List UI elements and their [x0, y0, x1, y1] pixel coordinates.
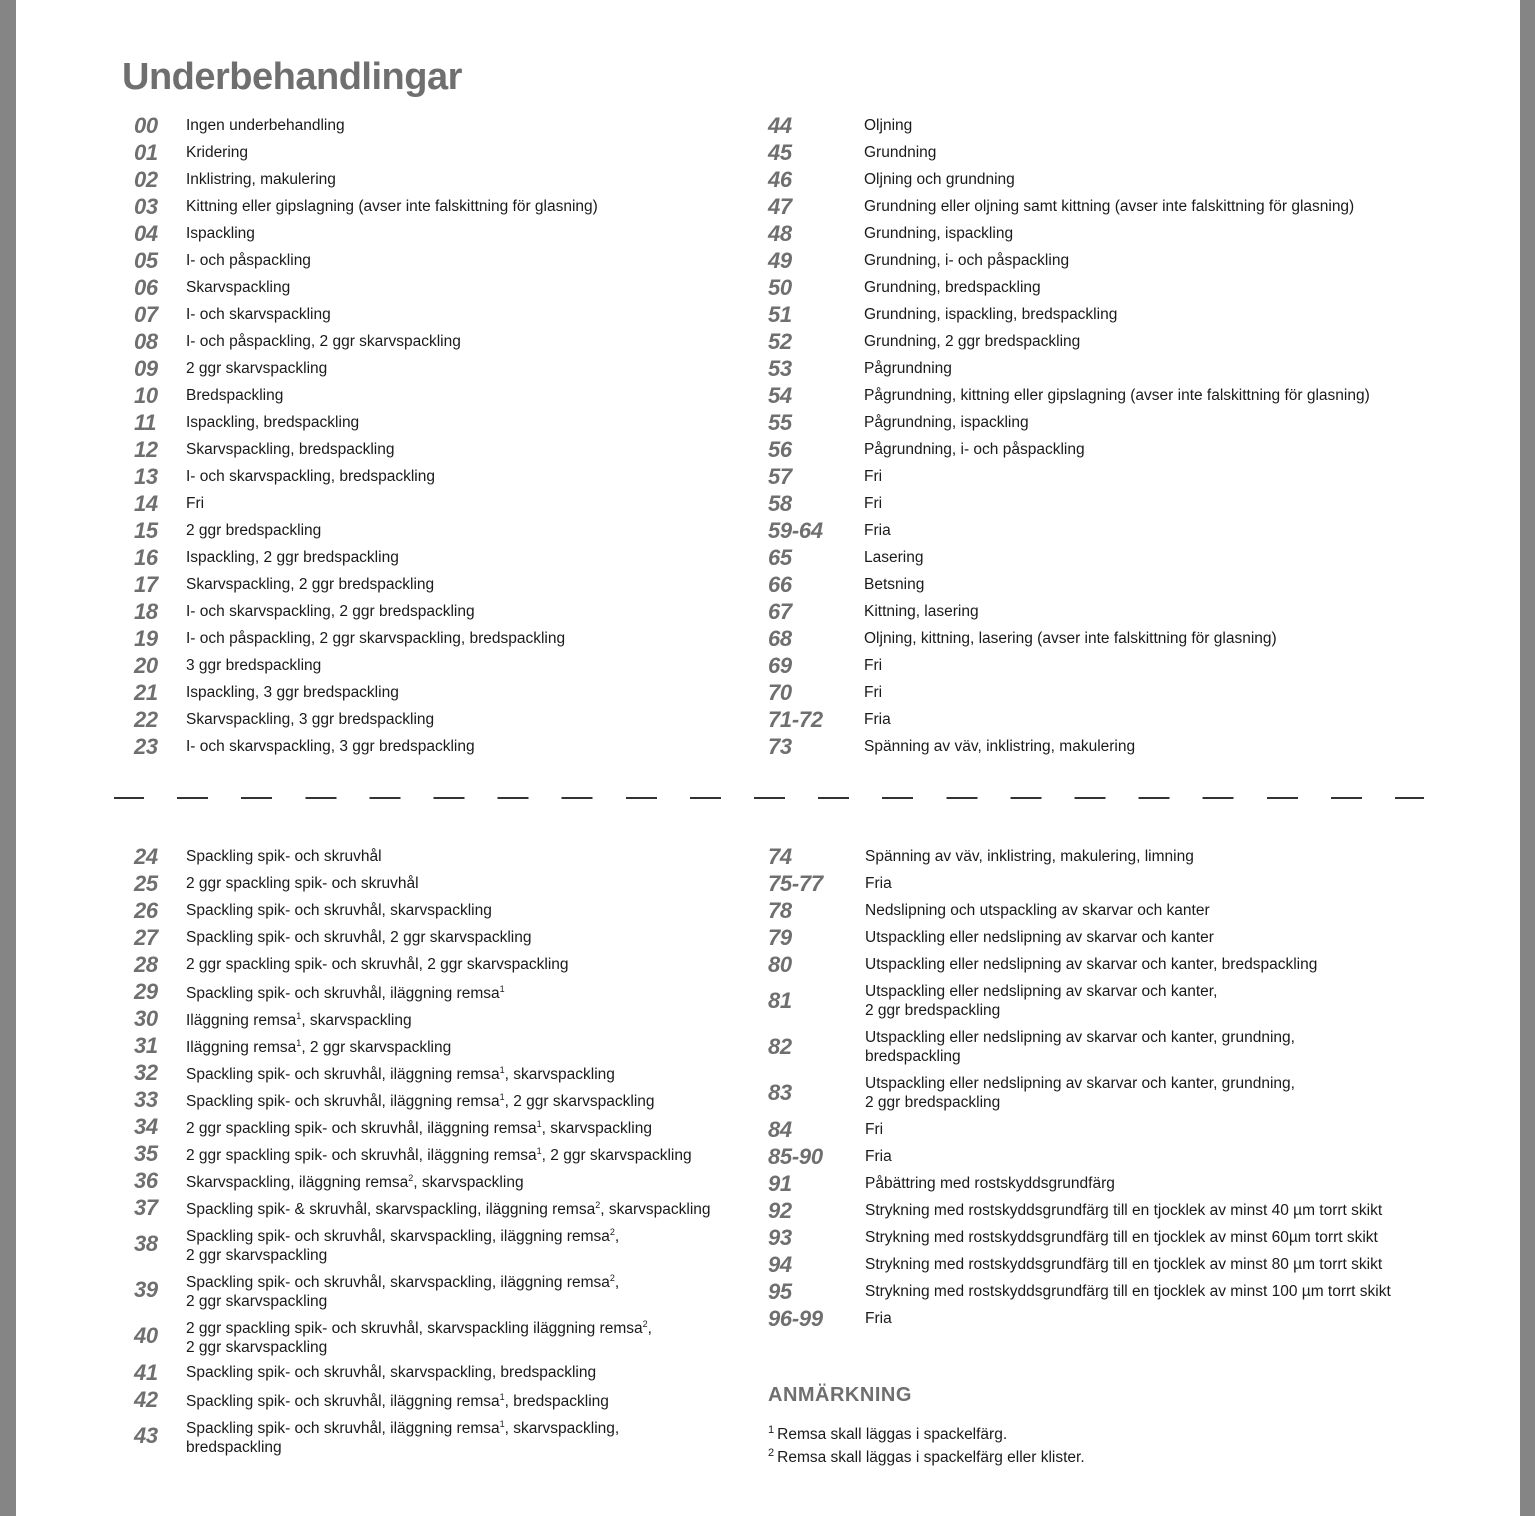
code-number: 35: [134, 1140, 158, 1166]
code-number: 48: [768, 220, 792, 246]
code-number: 34: [134, 1113, 158, 1139]
code-row: [134, 1167, 754, 1194]
code-row: [134, 139, 754, 166]
code-number: 10: [134, 382, 158, 408]
code-description: Ingen underbehandling: [186, 117, 345, 134]
code-description: Betsning: [864, 576, 925, 593]
code-description: Strykning med rostskyddsgrundfärg till en tjocklek av minst 100 µm torrt skikt: [865, 1283, 1391, 1300]
code-description: Spackling spik- och skruvhål: [186, 848, 382, 865]
code-row: [134, 166, 754, 193]
code-description: 2 ggr spackling spik- och skruvhål, 2 ggr skarvspackling: [186, 956, 569, 973]
code-description: Grundning, ispackling: [864, 225, 1014, 242]
code-description: Skarvspackling: [186, 279, 291, 296]
code-number: 43: [134, 1423, 158, 1448]
code-row: [134, 1267, 754, 1313]
code-row: [768, 843, 1468, 870]
code-row: [768, 1278, 1468, 1305]
code-number: 06: [134, 274, 158, 300]
code-row: [134, 924, 754, 951]
code-number: 37: [134, 1194, 158, 1220]
code-number: 33: [134, 1086, 158, 1112]
code-list-24-43: [134, 843, 754, 1459]
code-row: [134, 625, 754, 652]
code-row: [768, 598, 1468, 625]
code-row: [768, 1024, 1468, 1070]
note-text: Remsa skall läggas i spackelfärg.: [777, 1426, 1008, 1444]
code-number: 07: [134, 301, 158, 327]
code-row: [134, 193, 754, 220]
code-number: 65: [768, 544, 792, 570]
code-row: [134, 1194, 754, 1221]
code-description: Iläggning remsa$^1$, 2 ggr skarvspackling: [186, 1037, 452, 1057]
code-row: [134, 978, 754, 1005]
code-number: 08: [134, 328, 158, 354]
code-row: [768, 1143, 1468, 1170]
code-description: Spänning av väv, inklistring, makulering: [864, 738, 1136, 755]
code-row: [768, 139, 1468, 166]
code-description: Skarvspackling, 3 ggr bredspackling: [186, 711, 435, 728]
notes-heading: ANMÄRKNING: [768, 1384, 912, 1406]
code-number: 01: [134, 139, 158, 165]
code-description: Pågrundning: [864, 360, 952, 377]
code-description: 2 ggr spackling spik- och skruvhål, skarvspackling iläggning remsa$^2$, 2 ggr skarvspackling: [186, 1318, 652, 1357]
code-number: 32: [134, 1059, 158, 1085]
code-description: Spänning av väv, inklistring, makulering, limning: [865, 848, 1194, 865]
code-description: Grundning, ispackling, bredspackling: [864, 306, 1118, 323]
code-number: 39: [134, 1277, 158, 1302]
code-description: Nedslipning och utspackling av skarvar och kanter: [865, 902, 1210, 919]
code-number: 68: [768, 625, 792, 651]
code-number: 73: [768, 733, 792, 759]
code-description: Utspackling eller nedslipning av skarvar och kanter, 2 ggr bredspackling: [865, 983, 1218, 1019]
code-description: I- och skarvspackling, bredspackling: [186, 468, 435, 485]
document-page: [16, 0, 1520, 1516]
code-row: [134, 328, 754, 355]
code-number: 47: [768, 193, 792, 219]
code-row: [768, 1197, 1468, 1224]
code-description: Spackling spik- och skruvhål, 2 ggr skarvspackling: [186, 929, 532, 946]
code-number: 96-99: [768, 1305, 823, 1331]
code-row: [768, 870, 1468, 897]
code-number: 20: [134, 652, 158, 678]
code-row: [134, 517, 754, 544]
code-description: Grundning, 2 ggr bredspackling: [864, 333, 1081, 350]
code-description: Iläggning remsa$^1$, skarvspackling: [186, 1010, 412, 1030]
code-number: 74: [768, 843, 792, 869]
code-row: [768, 1305, 1468, 1332]
code-number: 27: [134, 924, 158, 950]
code-number: 14: [134, 490, 158, 516]
code-number: 11: [134, 409, 157, 435]
code-number: 28: [134, 951, 158, 977]
code-description: Spackling spik- och skruvhål, skarvspackling, iläggning remsa$^2$, 2 ggr skarvspackling: [186, 1272, 620, 1311]
code-description: Fria: [864, 711, 891, 728]
code-number: 23: [134, 733, 158, 759]
code-number: 75-77: [768, 870, 823, 896]
code-row: [134, 652, 754, 679]
code-row: [134, 1313, 754, 1359]
page-title: Underbehandlingar: [122, 56, 462, 98]
code-description: Inklistring, makulering: [186, 171, 336, 188]
code-row: [768, 463, 1468, 490]
code-row: [768, 112, 1468, 139]
code-description: Kridering: [186, 144, 249, 161]
code-number: 69: [768, 652, 792, 678]
code-description: Spackling spik- och skruvhål, skarvspackling, iläggning remsa$^2$, 2 ggr skarvspackling: [186, 1226, 620, 1265]
code-number: 46: [768, 166, 792, 192]
note-item: [768, 1444, 1468, 1467]
code-row: [768, 652, 1468, 679]
code-number: 36: [134, 1167, 158, 1193]
code-row: [134, 951, 754, 978]
code-number: 12: [134, 436, 158, 462]
code-row: [768, 328, 1468, 355]
code-description: 2 ggr spackling spik- och skruvhål, iläggning remsa$^1$, skarvspackling: [186, 1118, 652, 1138]
code-description: 2 ggr skarvspackling: [186, 360, 328, 377]
code-row: [134, 706, 754, 733]
code-row: [134, 247, 754, 274]
code-row: [768, 978, 1468, 1024]
code-number: 15: [134, 517, 158, 543]
code-number: 49: [768, 247, 792, 273]
code-row: [768, 951, 1468, 978]
code-row: [768, 897, 1468, 924]
code-number: 58: [768, 490, 792, 516]
notes-section: [768, 1384, 1468, 1467]
code-number: 81: [768, 988, 792, 1013]
code-row: [134, 1086, 754, 1113]
code-description: Skarvspackling, 2 ggr bredspackling: [186, 576, 435, 593]
code-row: [768, 490, 1468, 517]
code-number: 70: [768, 679, 792, 705]
code-list-44-73: [768, 112, 1468, 760]
code-description: I- och påspackling: [186, 252, 311, 269]
code-row: [134, 409, 754, 436]
code-description: I- och skarvspackling: [186, 306, 331, 323]
code-number: 40: [134, 1323, 158, 1348]
code-number: 80: [768, 951, 792, 977]
code-description: 2 ggr bredspackling: [186, 522, 322, 539]
code-description: Utspackling eller nedslipning av skarvar och kanter: [865, 929, 1214, 946]
code-number: 24: [134, 843, 158, 869]
code-description: Pågrundning, kittning eller gipslagning (avser inte falskittning för glasning): [864, 387, 1370, 404]
code-description: Fria: [865, 1148, 892, 1165]
code-number: 56: [768, 436, 792, 462]
code-row: [768, 436, 1468, 463]
note-item: [768, 1421, 1468, 1444]
code-number: 26: [134, 897, 158, 923]
code-description: Fria: [865, 1310, 892, 1327]
code-description: Lasering: [864, 549, 924, 566]
code-row: [134, 301, 754, 328]
code-number: 54: [768, 382, 792, 408]
code-row: [768, 355, 1468, 382]
code-row: [768, 706, 1468, 733]
code-description: Grundning eller oljning samt kittning (avser inte falskittning för glasning): [864, 198, 1355, 215]
code-row: [768, 625, 1468, 652]
code-number: 09: [134, 355, 158, 381]
code-number: 66: [768, 571, 792, 597]
code-row: [134, 112, 754, 139]
code-description: Kittning, lasering: [864, 603, 979, 620]
code-number: 51: [768, 301, 792, 327]
code-description: Grundning, bredspackling: [864, 279, 1041, 296]
code-description: 2 ggr spackling spik- och skruvhål, iläggning remsa$^1$, 2 ggr skarvspackling: [186, 1145, 692, 1165]
code-row: [134, 274, 754, 301]
code-number: 95: [768, 1278, 792, 1304]
code-number: 13: [134, 463, 158, 489]
code-row: [134, 1032, 754, 1059]
code-number: 25: [134, 870, 158, 896]
code-row: [768, 1116, 1468, 1143]
code-row: [134, 1059, 754, 1086]
code-description: Strykning med rostskyddsgrundfärg till en tjocklek av minst 60µm torrt skikt: [865, 1229, 1378, 1246]
code-description: Spackling spik- och skruvhål, iläggning remsa$^1$: [186, 983, 505, 1003]
code-number: 05: [134, 247, 158, 273]
code-description: I- och skarvspackling, 2 ggr bredspackling: [186, 603, 475, 620]
code-number: 79: [768, 924, 792, 950]
code-number: 17: [134, 571, 158, 597]
code-number: 82: [768, 1034, 792, 1059]
code-description: Fri: [865, 1121, 884, 1138]
code-description: Ispackling, 3 ggr bredspackling: [186, 684, 399, 701]
code-row: [768, 1251, 1468, 1278]
code-row: [768, 382, 1468, 409]
code-row: [768, 1070, 1468, 1116]
code-row: [768, 1224, 1468, 1251]
code-row: [768, 193, 1468, 220]
code-number: 57: [768, 463, 792, 489]
code-row: [134, 870, 754, 897]
code-row: [768, 544, 1468, 571]
code-number: 50: [768, 274, 792, 300]
code-description: Utspackling eller nedslipning av skarvar och kanter, grundning, 2 ggr bredspackling: [865, 1075, 1295, 1111]
code-description: Spackling spik- och skruvhål, iläggning remsa$^1$, bredspackling: [186, 1391, 609, 1411]
code-description: Strykning med rostskyddsgrundfärg till en tjocklek av minst 40 µm torrt skikt: [865, 1202, 1383, 1219]
code-row: [134, 571, 754, 598]
code-description: Ispackling: [186, 225, 255, 242]
code-number: 22: [134, 706, 158, 732]
code-number: 55: [768, 409, 792, 435]
code-description: Fri: [864, 495, 883, 512]
code-description: Strykning med rostskyddsgrundfärg till en tjocklek av minst 80 µm torrt skikt: [865, 1256, 1383, 1273]
code-number: 38: [134, 1231, 158, 1256]
code-number: 41: [134, 1359, 158, 1385]
code-row: [134, 598, 754, 625]
code-description: Fri: [864, 684, 883, 701]
code-row: [768, 409, 1468, 436]
dashed-divider: [114, 797, 1424, 799]
code-description: Skarvspackling, iläggning remsa$^2$, skarvspackling: [186, 1172, 524, 1192]
code-row: [768, 301, 1468, 328]
code-number: 21: [134, 679, 158, 705]
code-description: Ispackling, 2 ggr bredspackling: [186, 549, 399, 566]
code-description: Oljning, kittning, lasering (avser inte falskittning för glasning): [864, 630, 1277, 647]
code-description: Spackling spik- och skruvhål, skarvspackling: [186, 902, 492, 919]
code-number: 59-64: [768, 517, 823, 543]
note-text: Remsa skall läggas i spackelfärg eller klister.: [777, 1449, 1085, 1467]
code-description: Kittning eller gipslagning (avser inte falskittning för glasning): [186, 198, 598, 215]
code-description: I- och påspackling, 2 ggr skarvspackling: [186, 333, 461, 350]
code-number: 53: [768, 355, 792, 381]
code-description: Pågrundning, ispackling: [864, 414, 1029, 431]
code-number: 42: [134, 1386, 158, 1412]
code-row: [768, 517, 1468, 544]
code-row: [134, 733, 754, 760]
code-number: 16: [134, 544, 158, 570]
code-number: 94: [768, 1251, 792, 1277]
code-number: 45: [768, 139, 792, 165]
code-number: 91: [768, 1170, 792, 1196]
code-row: [134, 1005, 754, 1032]
code-description: Fria: [864, 522, 891, 539]
code-number: 52: [768, 328, 792, 354]
code-row: [134, 897, 754, 924]
code-row: [768, 924, 1468, 951]
code-row: [768, 679, 1468, 706]
code-row: [768, 571, 1468, 598]
code-number: 93: [768, 1224, 792, 1250]
code-number: 71-72: [768, 706, 823, 732]
code-row: [768, 733, 1468, 760]
code-description: Påbättring med rostskyddsgrundfärg: [865, 1175, 1115, 1192]
code-number: 30: [134, 1005, 158, 1031]
code-description: Spackling spik- & skruvhål, skarvspackling, iläggning remsa$^2$, skarvspackling: [186, 1199, 711, 1219]
code-number: 78: [768, 897, 792, 923]
code-description: Fri: [864, 657, 883, 674]
code-row: [768, 1170, 1468, 1197]
code-description: Pågrundning, i- och påspackling: [864, 441, 1085, 458]
code-description: Spackling spik- och skruvhål, iläggning remsa$^1$, skarvspackling, bredspackling: [186, 1418, 620, 1457]
code-row: [134, 355, 754, 382]
code-row: [768, 247, 1468, 274]
code-row: [134, 382, 754, 409]
code-row: [134, 220, 754, 247]
code-row: [134, 436, 754, 463]
code-row: [134, 843, 754, 870]
code-description: Oljning: [864, 117, 913, 134]
code-number: 04: [134, 220, 158, 246]
code-number: 85-90: [768, 1143, 823, 1169]
code-number: 19: [134, 625, 158, 651]
code-description: Spackling spik- och skruvhål, skarvspackling, bredspackling: [186, 1364, 597, 1381]
code-number: 29: [134, 978, 158, 1004]
code-number: 84: [768, 1116, 792, 1142]
code-number: 92: [768, 1197, 792, 1223]
code-row: [134, 1359, 754, 1386]
note-marker: 2: [768, 1447, 775, 1460]
code-description: Ispackling, bredspackling: [186, 414, 360, 431]
code-description: I- och påspackling, 2 ggr skarvspackling, bredspackling: [186, 630, 566, 647]
note-marker: 1: [768, 1424, 775, 1436]
code-number: 44: [768, 112, 792, 138]
code-description: Spackling spik- och skruvhål, iläggning remsa$^1$, 2 ggr skarvspackling: [186, 1091, 655, 1111]
code-row: [134, 1140, 754, 1167]
code-description: Spackling spik- och skruvhål, iläggning remsa$^1$, skarvspackling: [186, 1064, 615, 1084]
code-number: 31: [134, 1032, 158, 1058]
code-row: [134, 679, 754, 706]
code-description: 2 ggr spackling spik- och skruvhål: [186, 875, 419, 892]
code-row: [134, 463, 754, 490]
code-description: Bredspackling: [186, 387, 284, 404]
code-row: [768, 220, 1468, 247]
code-description: Fria: [865, 875, 892, 892]
code-description: Fri: [864, 468, 883, 485]
code-description: I- och skarvspackling, 3 ggr bredspackling: [186, 738, 475, 755]
code-row: [134, 1113, 754, 1140]
code-row: [768, 166, 1468, 193]
code-row: [134, 1386, 754, 1413]
code-description: Oljning och grundning: [864, 171, 1015, 188]
code-description: Utspackling eller nedslipning av skarvar och kanter, grundning, bredspackling: [865, 1029, 1295, 1065]
code-description: Utspackling eller nedslipning av skarvar och kanter, bredspackling: [865, 956, 1318, 973]
code-description: Grundning, i- och påspackling: [864, 252, 1070, 269]
code-row: [134, 1413, 754, 1459]
code-row: [768, 274, 1468, 301]
code-row: [134, 1221, 754, 1267]
code-number: 03: [134, 193, 158, 219]
code-description: Skarvspackling, bredspackling: [186, 441, 395, 458]
code-number: 18: [134, 598, 158, 624]
code-list-00-23: [134, 112, 754, 760]
code-row: [134, 490, 754, 517]
code-number: 67: [768, 598, 792, 624]
code-number: 02: [134, 166, 158, 192]
code-list-74-99: [768, 843, 1468, 1332]
code-number: 00: [134, 112, 158, 138]
code-description: Grundning: [864, 144, 937, 161]
code-number: 83: [768, 1080, 792, 1105]
code-description: Fri: [186, 495, 205, 512]
code-description: 3 ggr bredspackling: [186, 657, 322, 674]
code-row: [134, 544, 754, 571]
